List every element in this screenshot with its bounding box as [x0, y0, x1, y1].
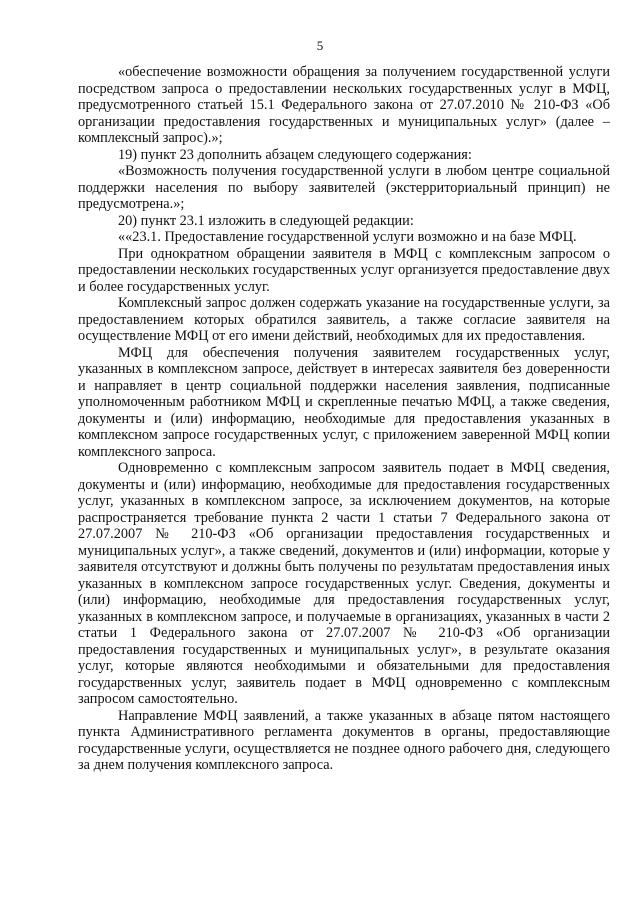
document-body	[78, 64, 610, 774]
paragraph: «обеспечение возможности обращения за получением государственной услуги посредством запроса о предоставлении нескольких государственных услуг в МФЦ, предусмотренного статьей 15.1 Федерального закона от 27.07.2010 № 210-ФЗ «Об организации предоставления государственных и муниципальных услуг» (далее – комплексный запрос).»;	[78, 64, 610, 146]
paragraph: 19) пункт 23 дополнить абзацем следующего содержания:	[118, 146, 472, 163]
paragraph: Одновременно с комплексным запросом заявитель подает в МФЦ сведения, документы и (или) информацию, необходимые для предоставления государственных услуг, указанных в комплексном запросе, за исключением документов, на которые распространяется требование пункта 2 части 1 статьи 7 Федерального закона от 27.07.2007 № 210-ФЗ «Об организации предоставления государственных и муниципальных услуг», а также сведений, документов и (или) информации, которые у заявителя отсутствуют и должны быть получены по результатам предоставления иных указанных в комплексном запросе государственных услуг. Сведения, документы и (или) информацию, необходимые для предоставления государственных услуг, указанных в комплексном запросе, и получаемые в организациях, указанных в части 2 статьи 1 Федерального закона от 27.07.2007 № 210-ФЗ «Об организации предоставления государственных и муниципальных услуг», в результате оказания услуг, которые являются необходимыми и обязательными для предоставления государственных услуг, заявитель подает в МФЦ одновременно с комплексным запросом самостоятельно.	[78, 460, 610, 707]
paragraph: 20) пункт 23.1 изложить в следующей редакции:	[118, 212, 414, 229]
paragraph: При однократном обращении заявителя в МФЦ с комплексным запросом о предоставлении нескольких государственных услуг организуется предоставление двух и более государственных услуг.	[78, 245, 610, 295]
paragraph: «Возможность получения государственной услуги в любом центре социальной поддержки населения по выбору заявителей (экстерриториальный принцип) не предусмотрена.»;	[78, 163, 610, 212]
page-number: 5	[316, 38, 324, 53]
paragraph: МФЦ для обеспечения получения заявителем государственных услуг, указанных в комплексном запросе, действует в интересах заявителя без доверенности и направляет в центр социальной поддержки населения заявления, подписанные уполномоченным работником МФЦ и скрепленные печатью МФЦ, а также сведения, документы и (или) информацию, необходимые для предоставления указанных в комплексном запросе государственных услуг, с приложением заверенной МФЦ копии комплексного запроса.	[78, 344, 610, 460]
paragraph: Направление МФЦ заявлений, а также указанных в абзаце пятом настоящего пункта Административного регламента документов в органы, предоставляющие государственные услуги, осуществляется не позднее одного рабочего дня, следующего за днем получения комплексного запроса.	[78, 707, 610, 773]
paragraph: ««23.1. Предоставление государственной услуги возможно и на базе МФЦ.	[118, 229, 577, 245]
paragraph: Комплексный запрос должен содержать указание на государственные услуги, за предоставлением которых обратился заявитель, а также согласие заявителя на осуществление МФЦ от его имени действий, необходимых для их предоставления.	[78, 295, 610, 344]
